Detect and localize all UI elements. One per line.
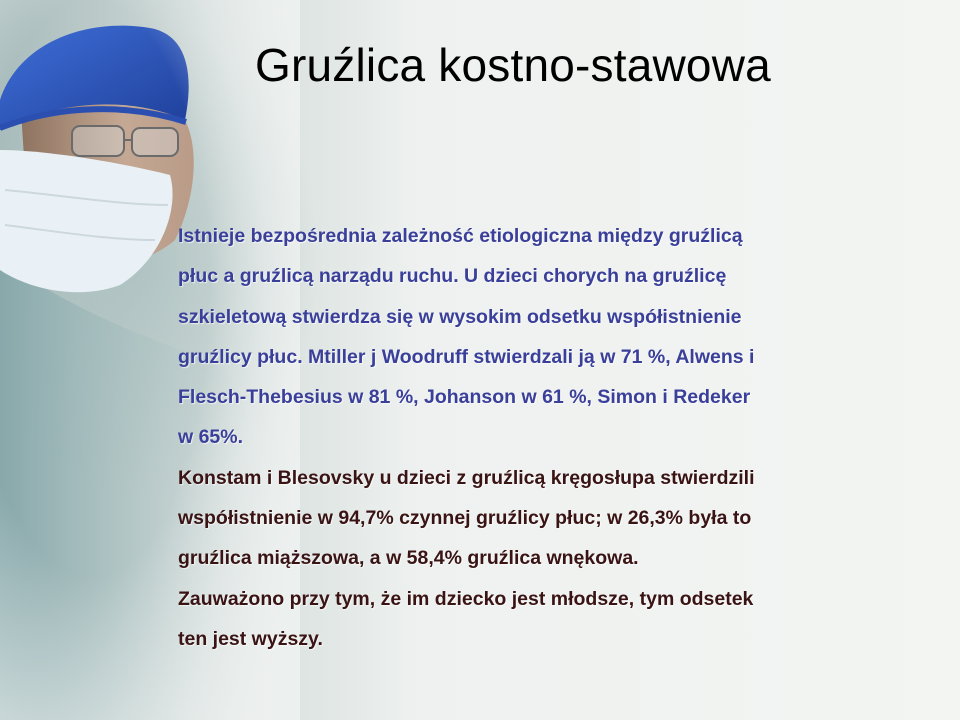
paragraph-konstam: [178, 458, 898, 659]
text-line: płuc a gruźlicą narządu ruchu. U dzieci chorych na gruźlicę: [178, 265, 727, 288]
text-line: gruźlicy płuc. Mtiller j Woodruff stwierdzali ją w 71 %, Alwens i: [178, 345, 755, 368]
text-line: Flesch-Thebesius w 81 %, Johanson w 61 %, Simon i Redeker: [178, 386, 751, 409]
text-line: współistnienie w 94,7% czynnej gruźlicy płuc; w 26,3% była to: [178, 507, 752, 530]
text-line: szkieletową stwierdza się w wysokim odsetku współistnienie: [178, 305, 742, 328]
slide-body: [178, 216, 898, 659]
text-line: Konstam i Blesovsky u dzieci z gruźlicą kręgosłupa stwierdzili: [178, 466, 755, 489]
paragraph-etiology: [178, 216, 898, 458]
text-line: Istnieje bezpośrednia zależność etiologiczna między gruźlicą: [178, 225, 743, 247]
slide-title: Gruźlica kostno-stawowa: [255, 39, 771, 91]
text-line: ten jest wyższy.: [178, 627, 323, 650]
text-line: w 65%.: [178, 426, 244, 449]
text-line: Zauważono przy tym, że im dziecko jest młodsze, tym odsetek: [178, 587, 754, 610]
text-line: gruźlica miąższowa, a w 58,4% gruźlica wnękowa.: [178, 547, 639, 570]
